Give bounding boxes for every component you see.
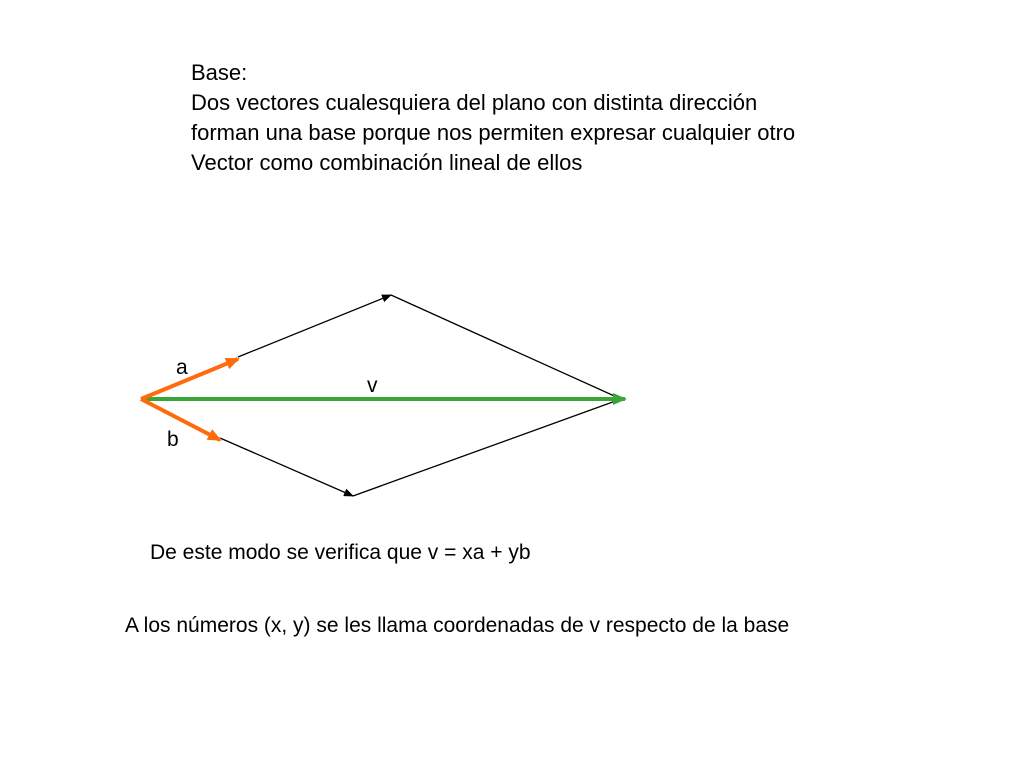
definition-line-3: Vector como combinación lineal de ellos — [191, 150, 583, 175]
vector-a — [141, 359, 238, 399]
vector-b — [141, 399, 220, 440]
definition-line-1: Dos vectores cualesquiera del plano con distinta dirección — [191, 90, 758, 115]
coordinates-note: A los números (x, y) se les llama coordenadas de v respecto de la base — [125, 614, 790, 637]
definition-title: Base: — [191, 60, 248, 85]
definition-line-2: forman una base porque nos permiten expresar cualquier otro — [191, 120, 796, 145]
vector-v-label: v — [367, 374, 378, 397]
parallel-b-line — [220, 438, 353, 496]
parallel-a-line — [238, 295, 391, 357]
parallel-b-closing-line — [391, 295, 621, 399]
parallel-a-closing-line — [353, 399, 621, 496]
vector-b-label: b — [167, 428, 179, 451]
equation-text: De este modo se verifica que v = xa + yb — [150, 541, 531, 564]
vector-a-label: a — [176, 356, 188, 379]
